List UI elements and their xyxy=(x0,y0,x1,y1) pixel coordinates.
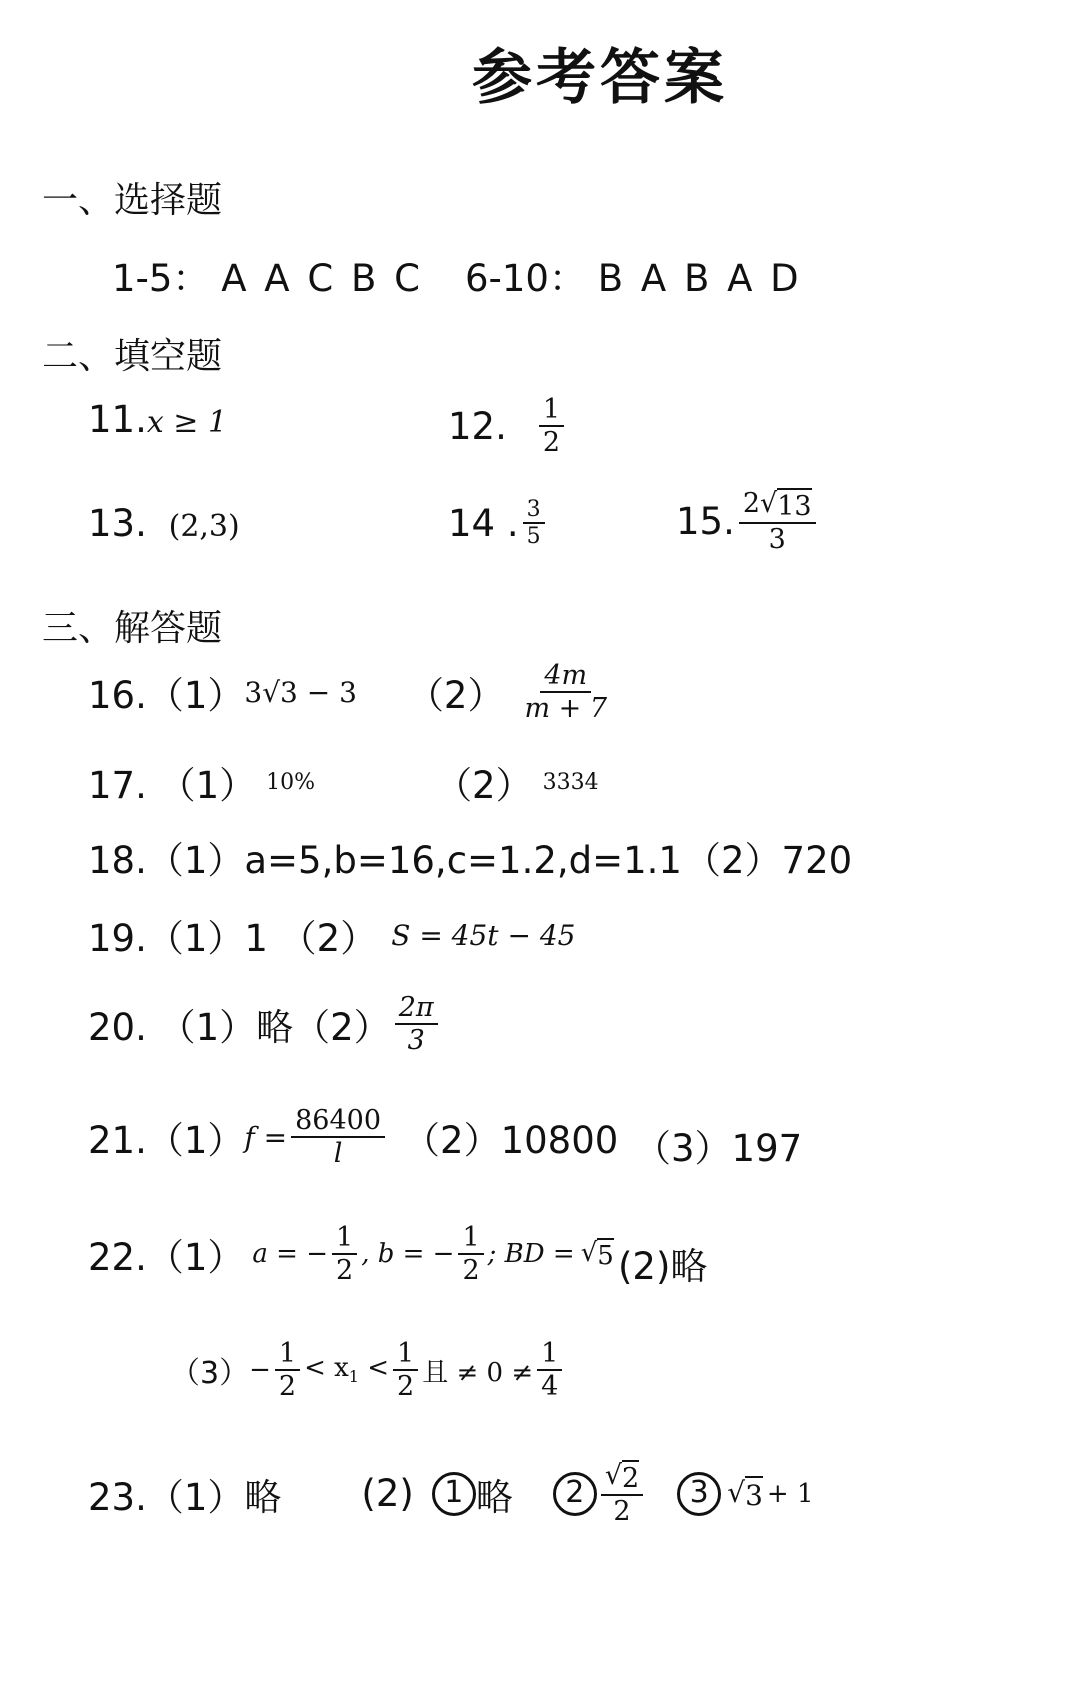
sqrt: √ 3 xyxy=(727,1475,763,1512)
fraction: $\frac{1}{2}$ xyxy=(332,1222,357,1286)
answer-16 xyxy=(88,660,615,724)
math-text: ; BD = xyxy=(487,1239,575,1270)
answer-text: （3）197 xyxy=(634,1127,803,1170)
answer-text: 23.（1）略 xyxy=(88,1475,282,1519)
answer-text: (2)略 xyxy=(618,1245,708,1288)
choice-answers-1: A A C B C xyxy=(221,257,423,300)
question-number: 21.（1） xyxy=(88,1119,245,1163)
math-text: 且 ≠ 0 ≠ xyxy=(422,1357,534,1388)
fraction: $\frac{1}{2}$ xyxy=(275,1338,300,1402)
math-text: , b = − xyxy=(361,1239,455,1270)
fraction: $\frac{3}{5}$ xyxy=(523,497,545,550)
part-label: （3） xyxy=(170,1356,250,1392)
answer-value: (2,3) xyxy=(168,509,240,544)
answer-20 xyxy=(88,992,442,1056)
answer-value: S = 45t − 45 xyxy=(391,918,576,952)
answer-21 xyxy=(88,1105,618,1169)
choice-answers-2: B A B A D xyxy=(597,257,802,300)
choice-row xyxy=(112,248,423,302)
answer-value: 3334 xyxy=(542,769,599,795)
fraction: $\frac{1}{2}$ xyxy=(458,1222,483,1286)
answer-23 xyxy=(88,1460,813,1527)
answer-22 xyxy=(88,1222,614,1286)
part-label: （2） xyxy=(406,674,505,718)
math-text: a = − xyxy=(252,1239,328,1270)
section-heading-solve: 三、解答题 xyxy=(42,608,223,649)
page-title: 参考答案 xyxy=(472,43,728,113)
answer-text: 20. （1）略（2） xyxy=(88,1006,391,1050)
fraction: $\frac{1}{2}$ xyxy=(539,394,564,458)
fraction: 2 √ 13 3 xyxy=(739,488,816,555)
choice-range-2: 6-10： xyxy=(465,257,586,300)
fraction: √ 2 2 xyxy=(601,1460,643,1527)
fraction: $\frac{2\pi}{3}$ xyxy=(395,992,438,1056)
answer-22-part-3 xyxy=(170,1338,566,1402)
circled-number-3: 3 xyxy=(677,1472,721,1516)
math-text: < $x_1$ < xyxy=(304,1353,390,1387)
circled-number-2: 2 xyxy=(553,1472,597,1516)
question-number: 15. xyxy=(676,500,735,544)
math-text: − xyxy=(249,1355,271,1386)
sqrt: √ 5 xyxy=(580,1237,614,1271)
answer-19 xyxy=(88,908,575,962)
part-label: （2） xyxy=(435,764,533,807)
answer-text: 18.（1）a=5,b=16,c=1.2,d=1.1 xyxy=(88,839,682,882)
question-number: 12. xyxy=(448,404,507,448)
answer-text: （2）720 xyxy=(684,839,853,882)
section-heading-choice: 一、选择题 xyxy=(42,180,223,221)
fraction: $\frac{86400}{l}$ xyxy=(291,1105,385,1169)
answer-11 xyxy=(88,398,227,441)
section-heading-fill: 二、填空题 xyxy=(42,336,223,377)
answer-21-part-3 xyxy=(634,1118,802,1172)
answer-lhs: f = xyxy=(244,1120,288,1154)
question-number: 17. （1） xyxy=(88,764,257,807)
part-label: (2) xyxy=(361,1472,414,1516)
answer-17 xyxy=(88,755,599,809)
question-number: 13. xyxy=(88,502,147,545)
answer-14 xyxy=(448,497,549,550)
math-text: + 1 xyxy=(766,1478,814,1509)
answer-22-part-2 xyxy=(618,1236,707,1290)
answer-15 xyxy=(676,488,820,555)
fraction: $\frac{1}{4}$ xyxy=(537,1338,562,1402)
answer-value: 3√3 − 3 xyxy=(244,675,357,709)
answer-18-part-2 xyxy=(684,830,852,884)
answer-18 xyxy=(88,830,682,884)
answer-text: 19.（1）1 （2） xyxy=(88,917,378,960)
choice-row-2 xyxy=(465,248,802,302)
answer-value: x ≥ 1 xyxy=(146,405,228,440)
fraction: $\frac{4m}{m + 7}$ xyxy=(524,660,608,725)
question-number: 16.（1） xyxy=(88,674,245,718)
answer-text: （2）10800 xyxy=(403,1119,619,1163)
question-number: 11. xyxy=(88,398,147,441)
question-number: 14 . xyxy=(448,501,519,545)
choice-range-1: 1-5： xyxy=(112,257,210,300)
question-number: 22.（1） xyxy=(88,1236,245,1280)
fraction: $\frac{1}{2}$ xyxy=(393,1338,418,1402)
circled-number-1: 1 xyxy=(432,1472,476,1516)
answer-value: 10% xyxy=(266,769,316,795)
answer-text: 略 xyxy=(475,1475,513,1519)
answer-13 xyxy=(88,502,240,545)
answer-12 xyxy=(448,394,568,458)
